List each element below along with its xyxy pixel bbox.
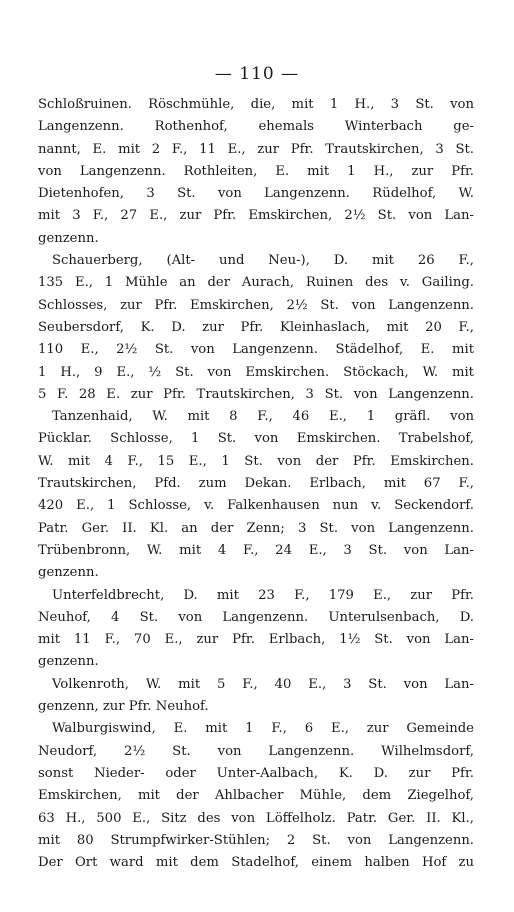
text-line: Emskirchen, mit der Ahlbacher Mühle, dem Ziegelhof, (38, 788, 474, 804)
text-line: Trübenbronn, W. mit 4 F., 24 E., 3 St. von Lan- (38, 542, 474, 558)
text-line: 1 H., 9 E., ½ St. von Emskirchen. Stöckach, W. mit (38, 364, 474, 380)
text-line: Der Ort ward mit dem Stadelhof, einem halben Hof zu (38, 855, 474, 871)
text-line: Patr. Ger. II. Kl. an der Zenn; 3 St. von Langenzenn. (38, 520, 474, 536)
text-line: Unterfeldbrecht, D. mit 23 F., 179 E., zur Pfr. (52, 587, 474, 603)
text-line: genzenn. (38, 565, 99, 581)
page-number: — 110 — (214, 64, 300, 84)
text-line: genzenn, zur Pfr. Neuhof. (38, 699, 209, 715)
text-line: Seubersdorf, K. D. zur Pfr. Kleinhaslach, mit 20 F., (38, 319, 474, 335)
text-line: Neudorf, 2½ St. von Langenzenn. Wilhelmsdorf, (38, 743, 474, 759)
text-line: Neuhof, 4 St. von Langenzenn. Unterulsenbach, D. (38, 609, 474, 625)
text-line: W. mit 4 F., 15 E., 1 St. von der Pfr. Emskirchen. (38, 453, 474, 469)
text-line: Schlosses, zur Pfr. Emskirchen, 2½ St. von Langenzenn. (38, 297, 474, 313)
text-line: Schauerberg, (Alt- und Neu-), D. mit 26 F., (52, 253, 474, 269)
text-line: 5 F. 28 E. zur Pfr. Trautskirchen, 3 St. von Langenzenn. (38, 386, 474, 402)
text-line: mit 3 F., 27 E., zur Pfr. Emskirchen, 2½ St. von Lan- (38, 208, 474, 224)
text-line: Pücklar. Schlosse, 1 St. von Emskirchen. Trabelshof, (38, 431, 474, 447)
text-line: genzenn. (38, 654, 99, 670)
text-line: mit 80 Strumpfwirker-Stühlen; 2 St. von Langenzenn. (38, 832, 474, 848)
text-line: Schloßruinen. Röschmühle, die, mit 1 H., 3 St. von (38, 97, 474, 112)
text-line: Volkenroth, W. mit 5 F., 40 E., 3 St. von Lan- (52, 676, 474, 692)
text-line: Trautskirchen, Pfd. zum Dekan. Erlbach, mit 67 F., (38, 476, 474, 492)
text-line: 135 E., 1 Mühle an der Aurach, Ruinen des v. Gailing. (38, 275, 474, 291)
text-line: 420 E., 1 Schlosse, v. Falkenhausen nun v. Seckendorf. (38, 498, 474, 514)
text-line: von Langenzenn. Rothleiten, E. mit 1 H., zur Pfr. (38, 163, 474, 179)
text-line: Dietenhofen, 3 St. von Langenzenn. Rüdelhof, W. (38, 186, 474, 202)
text-line: nannt, E. mit 2 F., 11 E., zur Pfr. Trautskirchen, 3 St. (38, 141, 474, 157)
text-line: Langenzenn. Rothenhof, ehemals Winterbach ge- (38, 119, 474, 135)
text-line: Tanzenhaid, W. mit 8 F., 46 E., 1 gräfl. von (52, 409, 474, 425)
body-text (38, 94, 474, 874)
text-line: genzenn. (38, 230, 99, 246)
text-line: Walburgiswind, E. mit 1 F., 6 E., zur Gemeinde (52, 721, 474, 737)
text-line: sonst Nieder- oder Unter-Aalbach, K. D. zur Pfr. (38, 765, 474, 781)
text-line: mit 11 F., 70 E., zur Pfr. Erlbach, 1½ St. von Lan- (38, 632, 474, 648)
text-line: 110 E., 2½ St. von Langenzenn. Städelhof, E. mit (38, 342, 474, 358)
text-line: 63 H., 500 E., Sitz des von Löffelholz. Patr. Ger. II. Kl., (38, 810, 474, 826)
